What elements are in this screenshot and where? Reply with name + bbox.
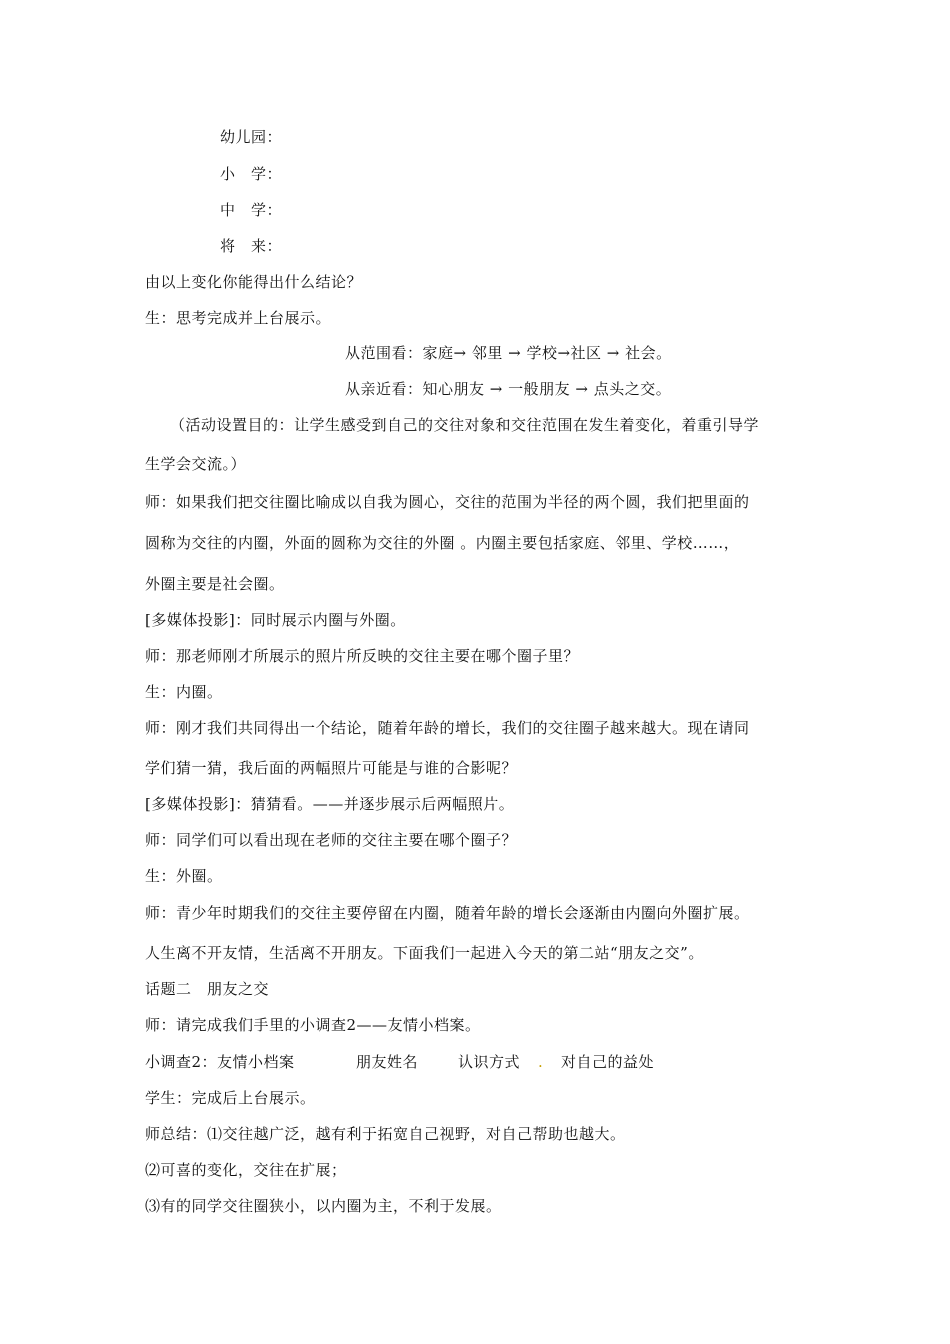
teacher-line-4: 师：同学们可以看出现在老师的交往主要在哪个圈子？	[145, 831, 518, 849]
survey-col-method: 认识方式	[458, 1053, 521, 1071]
teacher-line-6: 师：请完成我们手里的小调查2——友情小档案。	[145, 1016, 481, 1034]
student-line-3: 生：外圈。	[145, 867, 223, 885]
multimedia-line-2: [多媒体投影]：猜猜看。——并逐步展示后两幅照片。	[145, 795, 515, 813]
survey-col-name: 朋友姓名	[356, 1053, 419, 1071]
stage-future: 将 来：	[220, 237, 283, 255]
topic-heading: 话题二 朋友之交	[145, 980, 270, 998]
teacher-line-2: 师：那老师刚才所展示的照片所反映的交往主要在哪个圈子里？	[145, 647, 580, 665]
teacher-line-1b: 圆称为交往的内圈，外面的圆称为交往的外圈 。内圈主要包括家庭、邻里、学校……，	[145, 534, 740, 552]
student-line-4: 学生：完成后上台展示。	[145, 1089, 316, 1107]
student-line: 生：思考完成并上台展示。	[145, 309, 332, 327]
multimedia-line-1: [多媒体投影]：同时展示内圈与外圈。	[145, 611, 406, 629]
student-line-2: 生：内圈。	[145, 683, 223, 701]
summary-line-1: 师总结：⑴交往越广泛，越有利于拓宽自己视野，对自己帮助也越大。	[145, 1125, 626, 1143]
teacher-line-3b: 学们猜一猜，我后面的两幅照片可能是与谁的合影呢？	[145, 759, 518, 777]
teacher-line-1c: 外圈主要是社会圈。	[145, 575, 285, 593]
summary-line-2: ⑵可喜的变化，交往在扩展；	[145, 1161, 347, 1179]
survey-mark: .	[538, 1053, 544, 1071]
survey-col-benefit: 对自己的益处	[561, 1053, 655, 1071]
survey-title: 小调查2：友情小档案	[145, 1053, 295, 1071]
stage-middle: 中 学：	[220, 201, 283, 219]
stage-kindergarten: 幼儿园：	[220, 128, 283, 146]
purpose-line-1: （活动设置目的：让学生感受到自己的交往对象和交往范围在发生着变化，着重引导学	[170, 416, 760, 434]
teacher-line-5: 师：青少年时期我们的交往主要停留在内圈，随着年龄的增长会逐渐由内圈向外圈扩展。	[145, 904, 750, 922]
transition-line: 人生离不开友情，生活离不开朋友。下面我们一起进入今天的第二站“朋友之交”。	[145, 944, 704, 962]
question-line: 由以上变化你能得出什么结论？	[145, 273, 363, 291]
purpose-line-2: 生学会交流。）	[145, 455, 247, 473]
teacher-line-1a: 师：如果我们把交往圈比喻成以自我为圆心，交往的范围为半径的两个圆，我们把里面的	[145, 493, 750, 511]
closeness-line: 从亲近看：知心朋友 → 一般朋友 → 点头之交。	[345, 380, 672, 398]
range-line: 从范围看：家庭→ 邻里 → 学校→社区 → 社会。	[345, 344, 672, 362]
stage-primary: 小 学：	[220, 165, 283, 183]
summary-line-3: ⑶有的同学交往圈狭小，以内圈为主，不利于发展。	[145, 1197, 502, 1215]
teacher-line-3a: 师：刚才我们共同得出一个结论，随着年龄的增长，我们的交往圈子越来越大。现在请同	[145, 719, 750, 737]
